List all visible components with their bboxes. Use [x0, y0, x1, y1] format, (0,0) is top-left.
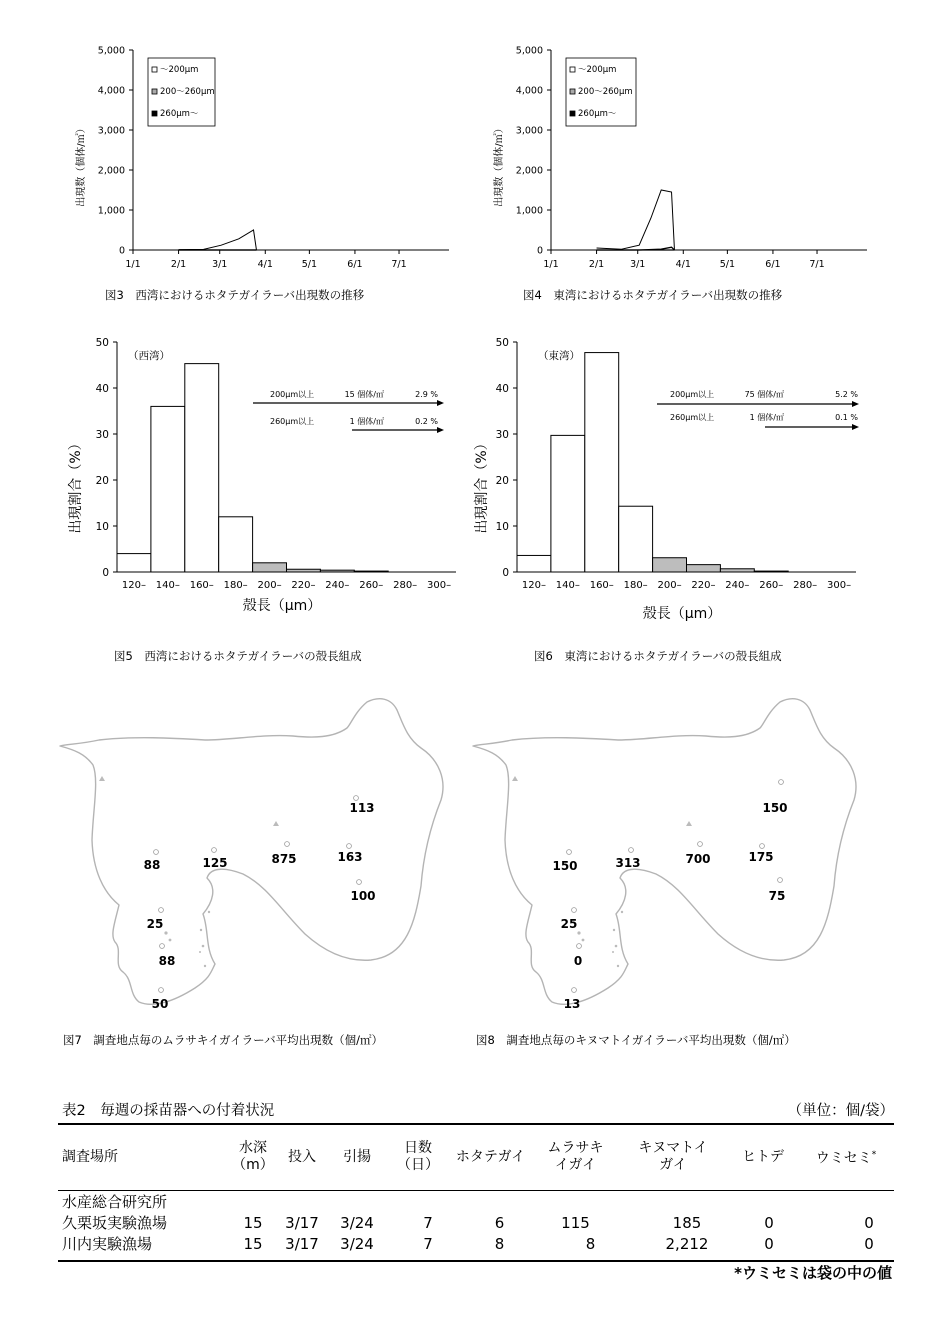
cell-hotate: 8	[494, 1235, 505, 1253]
table-header-row	[58, 1126, 894, 1188]
header-kinu-1: キヌマトイ	[638, 1140, 708, 1156]
figure-8-caption: 図8 調査地点毎のキヌマトイガイラーバ平均出現数（個/㎡）	[476, 1033, 796, 1047]
x-tick-label: 1/1	[543, 259, 559, 270]
station-value: 0	[573, 954, 583, 968]
x-tick-label: 7/1	[809, 259, 825, 270]
legend-swatch-lt200	[570, 67, 575, 72]
header-hotate: ホタテガイ	[455, 1148, 526, 1165]
station-value: 150	[762, 801, 788, 815]
annotation-200um	[253, 389, 444, 406]
table-row	[58, 1213, 894, 1234]
x-tick-label: 200–	[257, 580, 282, 591]
station-value: 150	[552, 859, 578, 873]
bar	[354, 571, 388, 572]
x-axis-label: 殻長（μm）	[642, 606, 722, 622]
station-value: 113	[349, 801, 375, 815]
bar	[754, 571, 788, 572]
annotation-count: 75 個体/㎡	[744, 390, 784, 399]
x-tick-label: 240–	[325, 580, 350, 591]
header-days-label: 日数	[404, 1140, 432, 1156]
x-tick-label: 7/1	[391, 259, 407, 270]
annotation-arrowhead	[437, 400, 444, 406]
x-tick-label: 280–	[793, 580, 818, 591]
station-value: 25	[560, 917, 578, 931]
x-tick-label: 1/1	[125, 259, 141, 270]
annotation-size: 200μm以上	[670, 390, 715, 399]
y-tick-label: 0	[536, 245, 543, 257]
header-kinu-2: ガイ	[659, 1157, 687, 1173]
x-tick-label: 5/1	[719, 259, 736, 270]
x-tick-label: 120–	[521, 580, 546, 591]
y-tick-label: 4,000	[515, 85, 543, 97]
y-tick-label: 0	[502, 567, 509, 579]
y-tick-label: 40	[95, 383, 109, 395]
station-value: 175	[748, 850, 774, 864]
x-tick-label: 5/1	[301, 259, 318, 270]
station-value: 100	[350, 889, 376, 903]
x-tick-label: 3/1	[630, 259, 646, 270]
legend-swatch-lt200	[152, 67, 157, 72]
station-value: 25	[146, 917, 164, 931]
annotation-pct: 5.2 %	[835, 390, 858, 399]
bar	[551, 435, 585, 572]
header-out: 引揚	[343, 1148, 371, 1165]
station-value: 875	[271, 852, 297, 866]
y-tick-label: 0	[118, 245, 125, 257]
legend-swatch-gt260	[570, 111, 575, 116]
y-tick-label: 20	[495, 475, 509, 487]
x-tick-label: 300–	[827, 580, 852, 591]
cell-kinu: 2,212	[665, 1235, 709, 1253]
header-days	[388, 1126, 448, 1188]
bar-chart-east-bay	[460, 330, 870, 630]
area-label: （西湾）	[128, 350, 170, 362]
header-in: 投入	[288, 1148, 316, 1165]
x-tick-label: 160–	[589, 580, 614, 591]
header-kinu	[618, 1126, 728, 1188]
cell-in: 3/17	[285, 1214, 319, 1232]
header-umisemi	[798, 1126, 894, 1188]
legend-label: 260μm～	[160, 109, 199, 119]
table	[58, 1126, 894, 1255]
x-tick-label: 220–	[291, 580, 316, 591]
x-tick-label: 3/1	[212, 259, 228, 270]
x-tick-label: 260–	[359, 580, 384, 591]
x-tick-label: 140–	[155, 580, 180, 591]
annotation-pct: 0.2 %	[415, 417, 438, 426]
x-tick-label: 220–	[691, 580, 716, 591]
landmark-triangle-icon	[273, 821, 279, 826]
cell-site: 川内実験漁場	[62, 1235, 153, 1253]
y-tick-label: 1,000	[97, 205, 125, 217]
table-note: *ウミセミは袋の中の値	[734, 1264, 892, 1282]
series-line-1	[597, 190, 675, 250]
annotation-pct: 0.1 %	[835, 413, 858, 422]
x-tick-label: 6/1	[347, 259, 363, 270]
landmark-triangle-icon	[686, 821, 692, 826]
annotation-size: 260μm以上	[670, 413, 715, 422]
station-value: 125	[202, 856, 228, 870]
table-row	[58, 1234, 894, 1255]
x-tick-label: 180–	[223, 580, 248, 591]
x-tick-label: 2/1	[170, 259, 187, 270]
y-tick-label: 2,000	[515, 165, 543, 177]
bar	[253, 563, 287, 572]
x-tick-label: 120–	[121, 580, 146, 591]
bar	[517, 555, 551, 572]
header-site: 調査場所	[62, 1148, 118, 1165]
annotation-arrowhead	[437, 427, 444, 433]
legend	[566, 58, 636, 126]
figure-4-caption: 図4 東湾におけるホタテガイラーバ出現数の推移	[523, 288, 783, 302]
bar-chart-west-bay	[60, 330, 470, 630]
bay-coastline	[60, 699, 443, 1005]
x-tick-label: 180–	[623, 580, 648, 591]
cell-days: 7	[423, 1235, 433, 1253]
cell-umisemi: 0	[864, 1214, 874, 1232]
figure-6-caption: 図6 東湾におけるホタテガイラーバの殻長組成	[534, 649, 782, 663]
station-value: 50	[151, 997, 169, 1011]
y-tick-label: 30	[495, 429, 509, 441]
legend-label: 260μm～	[578, 109, 617, 119]
legend-label: 200～260μm	[578, 87, 633, 97]
line-chart-east-bay	[478, 40, 878, 275]
cell-in: 3/17	[285, 1235, 319, 1253]
y-axis-label: 出現割合（%）	[474, 436, 490, 534]
station-value: 313	[615, 856, 641, 870]
station-markers	[154, 796, 362, 993]
y-axis-label: 出現数（個体/㎡）	[494, 123, 505, 207]
islands	[577, 911, 623, 967]
cell-out: 3/24	[340, 1214, 374, 1232]
bar	[287, 569, 321, 572]
table-title: 表2 毎週の採苗器への付着状況	[62, 1103, 275, 1119]
x-tick-label: 280–	[393, 580, 418, 591]
annotation-260um	[670, 412, 859, 430]
y-axis-label: 出現割合（%）	[68, 436, 84, 534]
annotation-size: 200μm以上	[270, 390, 315, 399]
area-label: （東湾）	[538, 350, 580, 362]
bar	[585, 353, 619, 572]
cell-kinu: 185	[672, 1214, 702, 1232]
annotation-size: 260μm以上	[270, 417, 315, 426]
header-murasaki-1: ムラサキ	[547, 1140, 604, 1156]
y-tick-label: 40	[495, 383, 509, 395]
y-tick-label: 50	[495, 337, 509, 349]
x-tick-label: 4/1	[675, 259, 691, 270]
header-depth-unit: （m）	[232, 1157, 274, 1173]
x-tick-label: 240–	[725, 580, 750, 591]
header-umisemi-mark: *	[871, 1149, 877, 1160]
header-murasaki-2: イガイ	[554, 1157, 597, 1173]
line-chart-west-bay	[60, 40, 460, 275]
legend-swatch-gt260	[152, 111, 157, 116]
annotation-pct: 2.9 %	[415, 390, 438, 399]
cell-hitode: 0	[764, 1235, 774, 1253]
header-umisemi-label: ウミセミ	[815, 1150, 872, 1167]
figure-7-caption: 図7 調査地点毎のムラサキイガイラーバ平均出現数（個/㎡）	[63, 1033, 383, 1047]
legend-label: ～200μm	[578, 65, 617, 75]
bay-coastline	[473, 699, 856, 1005]
annotation-count: 15 個体/㎡	[344, 390, 384, 399]
station-value: 88	[143, 858, 161, 872]
bar	[619, 506, 653, 572]
x-tick-label: 140–	[555, 580, 580, 591]
y-tick-label: 20	[95, 475, 109, 487]
header-murasaki	[533, 1126, 618, 1188]
bar	[219, 517, 253, 572]
y-tick-label: 5,000	[515, 45, 543, 57]
x-axis-label: 殻長（μm）	[242, 598, 322, 614]
annotation-count: 1 個体/㎡	[349, 417, 384, 426]
bar	[117, 554, 151, 572]
cell-murasaki: 115	[561, 1214, 590, 1232]
y-tick-label: 5,000	[97, 45, 125, 57]
legend-label: ～200μm	[160, 65, 199, 75]
header-depth-label: 水深	[239, 1140, 267, 1156]
table-group-row	[58, 1188, 894, 1213]
map-mytilus-larvae	[55, 690, 455, 1020]
annotation-count: 1 個体/㎡	[749, 413, 784, 422]
header-days-unit: （日）	[397, 1157, 439, 1173]
station-value: 163	[337, 850, 363, 864]
station-value: 700	[685, 852, 711, 866]
annotation-260um	[270, 416, 444, 433]
x-tick-label: 200–	[657, 580, 682, 591]
cell-depth: 15	[243, 1214, 263, 1232]
bar	[320, 570, 354, 572]
cell-hitode: 0	[764, 1214, 774, 1232]
y-tick-label: 30	[95, 429, 109, 441]
y-tick-label: 50	[95, 337, 109, 349]
cell-umisemi: 0	[864, 1235, 874, 1253]
x-tick-label: 160–	[189, 580, 214, 591]
cell-site: 久栗坂実験漁場	[62, 1214, 168, 1232]
x-tick-label: 6/1	[765, 259, 781, 270]
y-tick-label: 10	[495, 521, 509, 533]
station-value: 13	[563, 997, 581, 1011]
x-tick-label: 4/1	[257, 259, 273, 270]
y-tick-label: 3,000	[97, 125, 125, 137]
cell-depth: 15	[243, 1235, 263, 1253]
header-hitode: ヒトデ	[742, 1148, 784, 1165]
legend	[148, 58, 215, 126]
x-tick-label: 2/1	[588, 259, 605, 270]
annotation-arrowhead	[852, 401, 859, 407]
table-top-rule	[58, 1123, 894, 1125]
cell-days: 7	[423, 1214, 433, 1232]
y-tick-label: 0	[102, 567, 109, 579]
series-line-1	[179, 230, 257, 250]
station-value: 88	[158, 954, 176, 968]
landmark-triangle-icon	[512, 776, 518, 781]
bar	[720, 569, 754, 572]
table-unit: （単位：個/袋）	[787, 1103, 894, 1119]
annotation-arrowhead	[852, 424, 859, 430]
cell-murasaki: 8	[585, 1235, 596, 1253]
y-tick-label: 1,000	[515, 205, 543, 217]
annotation-200um	[657, 389, 859, 407]
legend-swatch-200-260	[570, 89, 575, 94]
cell-hotate: 6	[494, 1214, 505, 1232]
legend-swatch-200-260	[152, 89, 157, 94]
bar	[653, 558, 687, 572]
station-value: 75	[768, 889, 786, 903]
y-tick-label: 4,000	[97, 85, 125, 97]
y-tick-label: 2,000	[97, 165, 125, 177]
station-markers	[567, 780, 784, 993]
y-tick-label: 3,000	[515, 125, 543, 137]
bar	[151, 406, 185, 572]
x-tick-label: 260–	[759, 580, 784, 591]
group-label: 水産総合研究所	[62, 1193, 168, 1211]
header-depth	[228, 1126, 278, 1188]
figure-5-caption: 図5 西湾におけるホタテガイラーバの殻長組成	[114, 649, 362, 663]
bar	[185, 364, 219, 572]
cell-out: 3/24	[340, 1235, 374, 1253]
legend-label: 200～260μm	[160, 87, 215, 97]
map-musculus-larvae	[468, 690, 868, 1020]
landmark-triangle-icon	[99, 776, 105, 781]
figure-3-caption: 図3 西湾におけるホタテガイラーバ出現数の推移	[105, 288, 365, 302]
y-tick-label: 10	[95, 521, 109, 533]
y-axis-label: 出現数（個体/㎡）	[76, 123, 87, 207]
x-tick-label: 300–	[427, 580, 452, 591]
bar	[687, 565, 721, 572]
